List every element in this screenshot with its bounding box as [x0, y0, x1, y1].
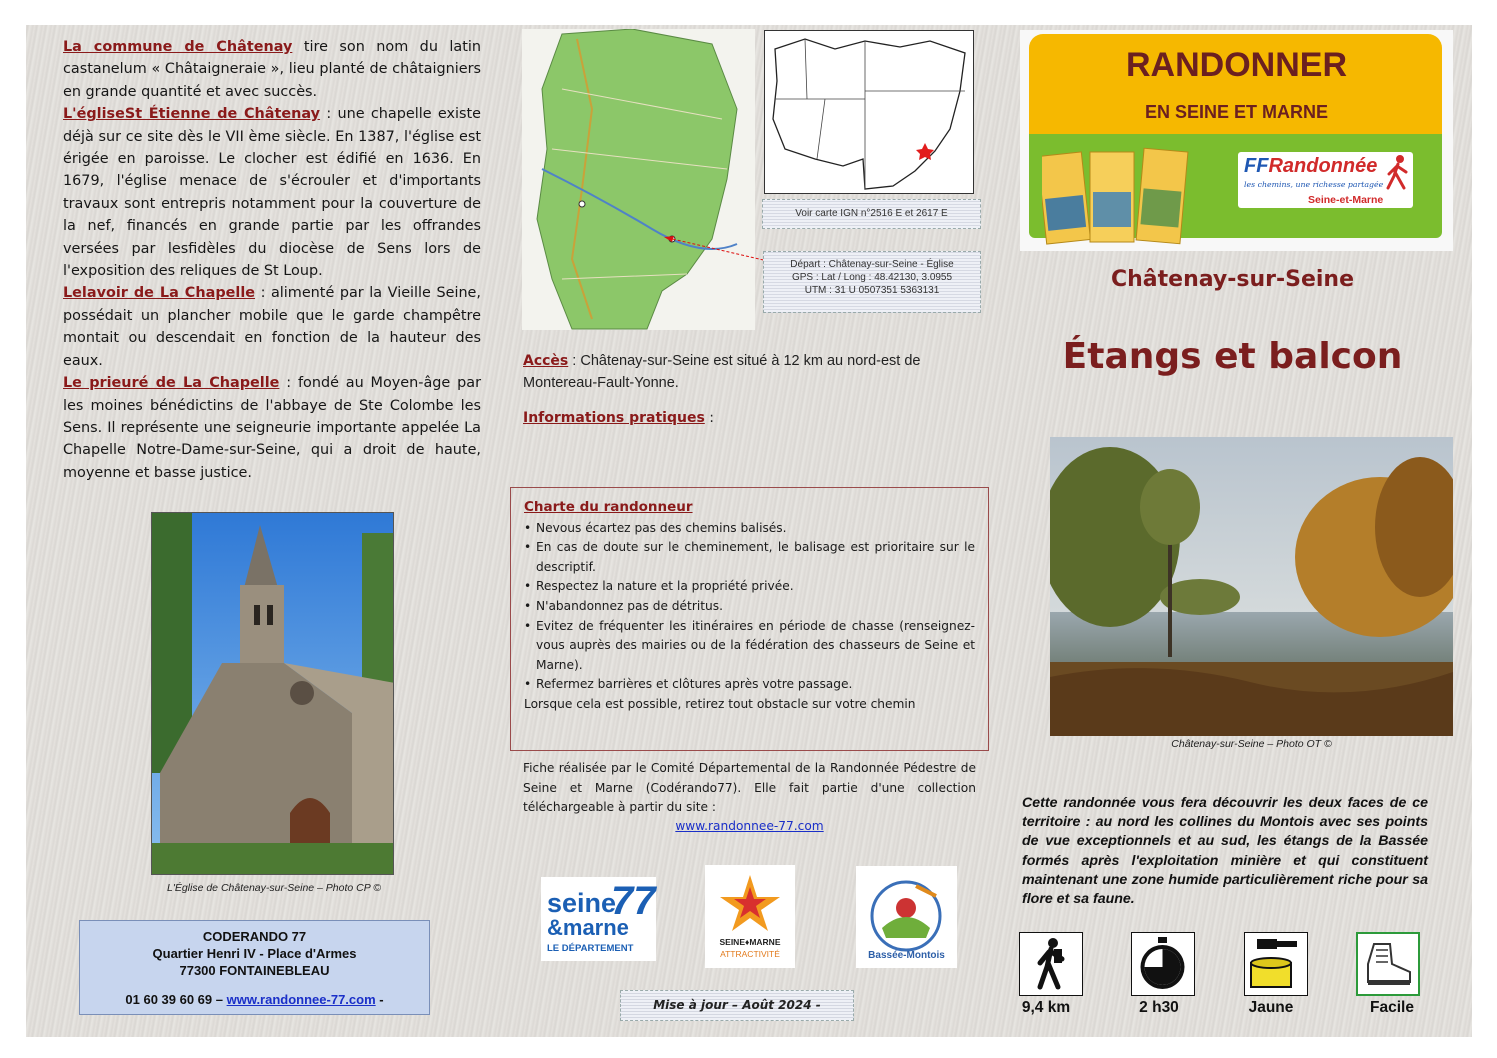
banner-title: RANDONNER: [1126, 46, 1347, 84]
paragraph-eglise: [63, 103, 481, 282]
charter-closing: Lorsque cela est possible, retirez tout obstacle sur votre chemin: [524, 696, 916, 711]
gps-box: [763, 251, 981, 313]
charter-item: • Nevous écartez pas des chemins balisés.: [524, 519, 975, 539]
topoguide-books-icon: [1042, 142, 1192, 252]
route-title: Étangs et balcon: [1062, 336, 1403, 377]
logo-department-label: LE DÉPARTEMENT: [547, 943, 634, 954]
ffrandonnee-logo: [1238, 152, 1413, 208]
rando-banner: [1020, 30, 1453, 251]
charter-item: • Evitez de fréquenter les itinéraires en période de chasse (renseignez-vous auprès des mairies ou de la fédération des chasseurs de Seine et Marne).: [524, 617, 975, 676]
ffr-tagline: les chemins, une richesse partagée: [1244, 180, 1384, 189]
stat-marking: Jaune: [1248, 999, 1294, 1016]
gps-coords: GPS : Lat / Long : 48.42130, 3.0955: [791, 272, 953, 283]
address-website-link[interactable]: www.randonnee-77.com: [226, 992, 376, 1007]
hiker-charter-box: [510, 487, 989, 751]
heading-infos: Informations pratiques: [523, 410, 705, 426]
star-emblem-icon: [705, 865, 795, 935]
ign-map-reference: Voir carte IGN n°2516 E et 2617 E: [762, 199, 981, 229]
lake-caption: Châtenay-sur-Seine – Photo OT ©: [1171, 738, 1332, 750]
charter-list: [524, 519, 975, 695]
ffr-region: Seine-et-Marne: [1308, 194, 1384, 206]
text-lavoir: : alimenté par la Vieille Seine, possédait un plancher mobile que le garde champêtre montait ou descendait en fonction de la hauteur des eaux.: [63, 285, 481, 369]
heading-lavoir: Lelavoir de La Chapelle: [63, 285, 256, 302]
text-eglise: : une chapelle existe déjà sur ce site dès le VII ème siècle. En 1387, l'église est érigée en paroisse. Le clocher est édifié en 1636. En 1679, l'église menace de s'écrouler et d'importants travaux sont entrepris notamment pour la couverture de la nef, financés en grande partie par les offrandes versées par lesfidèles du diocèse de Sens lors de l'exposition des reliques de St Loup.: [63, 106, 481, 280]
region-map: [764, 30, 974, 194]
logo-marne-word: &marne: [547, 915, 629, 940]
stat-distance: 9,4 km: [1021, 999, 1071, 1016]
logo-attractivite-line2: ATTRACTIVITÉ: [720, 949, 780, 959]
charter-item: • En cas de doute sur le cheminement, le balisage est prioritaire sur le descriptif.: [524, 538, 975, 577]
address-line2: 77300 FONTAINEBLEAU: [179, 963, 330, 978]
charter-item: • Refermez barrières et clôtures après votre passage.: [524, 675, 975, 695]
address-box: [79, 920, 430, 1015]
boot-icon: [1356, 932, 1420, 996]
heading-eglise: L'égliseSt Étienne de Châtenay: [63, 106, 321, 123]
text-acces: : Châtenay-sur-Seine est situé à 12 km au nord-est de Montereau-Fault-Yonne.: [523, 353, 921, 391]
text-prieure: : fondé au Moyen-âge par les moines bénédictins de l'abbaye de Ste Colombe les Sens. Il représente une seigneurie importante appelée La Chapelle Notre-Dame-sur-Seine, qui a droit de haute, moyenne et basse justice.: [63, 375, 481, 481]
stat-difficulty: Facile: [1370, 999, 1414, 1016]
department-map: [522, 29, 755, 330]
address-contact: [80, 991, 429, 1008]
fiche-website-link[interactable]: www.randonnee-77.com: [675, 819, 824, 833]
heading-commune: La commune de Châtenay: [63, 39, 293, 55]
church-photo: [151, 512, 394, 875]
church-caption: L'Église de Châtenay-sur-Seine – Photo CP ©: [166, 882, 382, 894]
logo-seine-word: seine: [547, 888, 617, 918]
history-text: [63, 36, 481, 484]
route-description: Cette randonnée vous fera découvrir les deux faces de ce territoire : au nord les collines du Montois avec ses points de vue exceptionnels et au sud, les étangs de la Bassée formés après l'exploitation minière et qui constituent maintenant une zone humide particulièrement riche pour sa flore et sa faune.: [1022, 795, 1428, 908]
gps-depart: Départ : Châtenay-sur-Seine - Église: [790, 259, 954, 270]
ffr-brand: [1244, 154, 1377, 178]
lake-photo: [1050, 437, 1453, 736]
seine-et-marne-logo: [541, 877, 656, 961]
logo-attractivite-line1: SEINE♦MARNE: [719, 937, 781, 947]
town-name: Châtenay-sur-Seine: [1110, 267, 1355, 292]
ffr-walker-icon: [1386, 154, 1410, 192]
paragraph-prieure: [63, 372, 481, 484]
fiche-link-row: [523, 819, 976, 833]
fiche-text: Fiche réalisée par le Comité Départemental de la Randonnée Pédestre de Seine et Marne (Codérando77). Elle fait partie d'une collection téléchargeable à partir du site :: [523, 761, 976, 814]
stopwatch-icon: [1131, 932, 1195, 996]
map-pointer-arrow: [660, 230, 780, 270]
logo-bassee-text: Bassée-Montois: [868, 950, 945, 961]
ffr-brand-ff: FF: [1244, 155, 1269, 177]
access-paragraph: [523, 350, 983, 394]
text-commune: tire son nom du latin castanelum « Châtaigneraie », lieu planté de châtaigniers en grande quantité et avec succès.: [63, 39, 481, 100]
charter-item: • N'abandonnez pas de détritus.: [524, 597, 975, 617]
stat-duration: 2 h30: [1139, 999, 1179, 1016]
paint-bucket-icon: [1244, 932, 1308, 996]
charter-heading: Charte du randonneur: [524, 499, 693, 515]
infos-trail: :: [704, 410, 714, 426]
hiker-icon: [1019, 932, 1083, 996]
address-phone: 01 60 39 60 69 –: [125, 992, 227, 1007]
practical-info: [523, 410, 714, 426]
banner-subtitle: EN SEINE ET MARNE: [1144, 102, 1329, 122]
charter-item: • Respectez la nature et la propriété privée.: [524, 577, 975, 597]
paragraph-lavoir: [63, 282, 481, 372]
logo-77-number: 77: [611, 879, 656, 923]
address-line1: Quartier Henri IV - Place d'Armes: [152, 946, 357, 961]
address-org: CODERANDO 77: [202, 929, 307, 944]
heading-prieure: Le prieuré de La Chapelle: [63, 375, 280, 392]
address-trail: -: [375, 992, 384, 1007]
gps-utm: UTM : 31 U 0507351 5363131: [804, 285, 940, 296]
attractivite-logo: [705, 865, 795, 968]
heading-acces: Accès: [523, 353, 569, 369]
paragraph-commune: [63, 36, 481, 103]
bassee-montois-logo: [856, 866, 957, 968]
ffr-brand-name: Randonnée: [1268, 155, 1378, 177]
update-date: Mise à jour – Août 2024 -: [620, 990, 854, 1021]
